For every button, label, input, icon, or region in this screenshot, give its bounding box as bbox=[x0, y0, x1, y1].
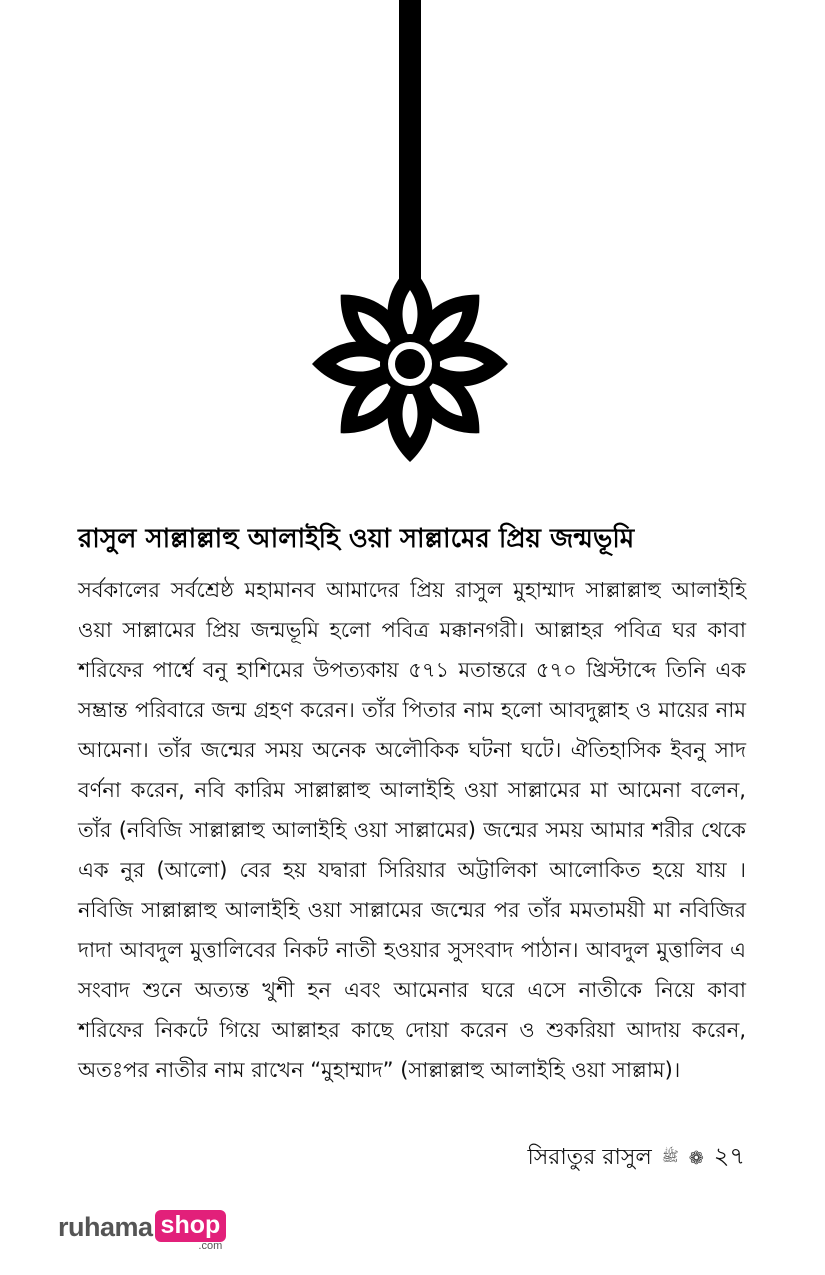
book-title: সিরাতুর রাসুল bbox=[527, 1144, 652, 1170]
logo-shop-box bbox=[155, 1210, 227, 1252]
ruhamashop-logo bbox=[58, 1210, 226, 1260]
logo-text-com: .com bbox=[198, 1240, 223, 1252]
page-number: ২৭ bbox=[713, 1142, 745, 1170]
page-footer bbox=[527, 1138, 745, 1178]
honorific-icon: ﷺ bbox=[661, 1149, 679, 1165]
logo-text-shop: shop bbox=[155, 1210, 227, 1242]
paragraph-text: সর্বকালের সর্বশ্রেষ্ঠ মহামানব আমাদের প্রিয় রাসুল মুহাম্মাদ সাল্লাল্লাহু আলাইহি ওয়া সাল্লামের প্রিয় জন্মভূমি হলো পবিত্র মক্কানগরী। আল্লাহর পবিত্র ঘর কাবা শরিফের পার্শ্বে বনু হাশিমের উপত্যকায় ৫৭১ মতান্তরে ৫৭০ খ্রিস্টাব্দে তিনি এক সম্ভ্রান্ত পরিবারে জন্ম গ্রহণ করেন। তাঁর পিতার নাম হলো আবদুল্লাহ ও মায়ের নাম আমেনা। তাঁর জন্মের সময় অনেক অলৌকিক ঘটনা ঘটে। ঐতিহাসিক ইবনু সাদ বর্ণনা করেন, নবি কারিম সাল্লাল্লাহু আলাইহি ওয়া সাল্লামের মা আমেনা বলেন, তাঁর (নবিজি সাল্লাল্লাহু আলাইহি ওয়া সাল্লামের) জন্মের সময় আমার শরীর থেকে এক নুর (আলো) বের হয় যদ্বারা সিরিয়ার অট্টালিকা আলোকিত হয়ে যায় । নবিজি সাল্লাল্লাহু আলাইহি ওয়া সাল্লামের জন্মের পর তাঁর মমতাময়ী মা নবিজির দাদা আবদুল মুত্তালিবের নিকট নাতী হওয়ার সুসংবাদ পাঠান। আবদুল মুত্তালিব এ সংবাদ শুনে অত্যন্ত খুশী হন এবং আমেনার ঘরে এসে নাতীকে নিয়ে কাবা শরিফের নিকটে গিয়ে আল্লাহর কাছে দোয়া করেন ও শুকরিয়া আদায় করেন, অতঃপর নাতীর নাম রাখেন “মুহাম্মাদ” (সাল্লাল্লাহু আলাইহি ওয়া সাল্লাম)। bbox=[78, 578, 746, 1082]
flower-separator-icon: ❁ bbox=[688, 1147, 704, 1169]
flower-icon bbox=[312, 266, 508, 462]
ornament-stem bbox=[399, 0, 421, 298]
section-heading: রাসুল সাল্লাল্লাহু আলাইহি ওয়া সাল্লামের প্রিয় জন্মভূমি bbox=[78, 524, 635, 554]
flower-ornament bbox=[0, 0, 825, 470]
logo-text-ruhama: ruhama bbox=[58, 1212, 153, 1242]
body-paragraph bbox=[78, 570, 746, 1090]
